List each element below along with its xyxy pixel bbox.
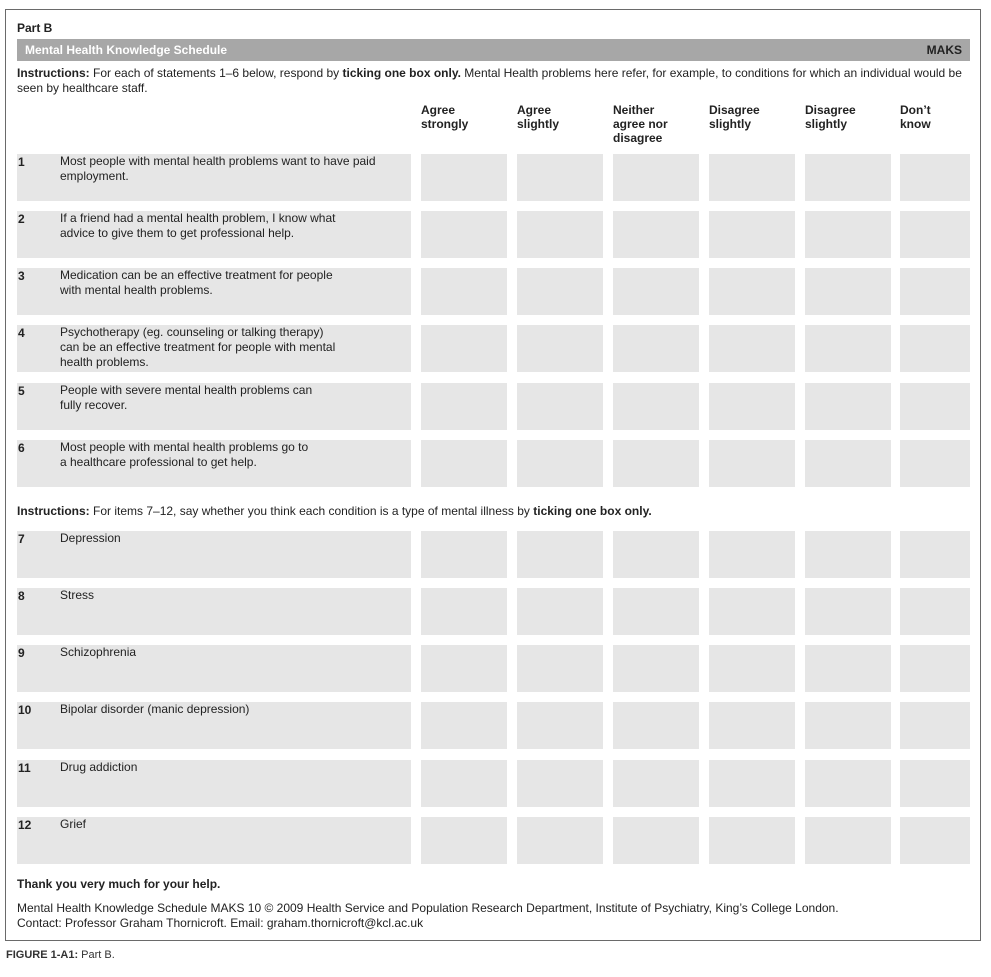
answer-checkbox[interactable] xyxy=(900,531,970,578)
column-header: Neither agree nor disagree xyxy=(613,103,668,145)
answer-checkbox[interactable] xyxy=(421,760,507,807)
answer-checkbox[interactable] xyxy=(517,645,603,692)
answer-checkbox[interactable] xyxy=(517,760,603,807)
answer-checkbox[interactable] xyxy=(805,531,891,578)
answer-checkbox[interactable] xyxy=(613,760,699,807)
answer-checkbox[interactable] xyxy=(613,645,699,692)
question-text: Schizophrenia xyxy=(60,645,137,659)
answer-checkbox[interactable] xyxy=(709,588,795,635)
question-cell xyxy=(17,325,411,372)
answer-checkbox[interactable] xyxy=(613,817,699,864)
answer-checkbox[interactable] xyxy=(709,325,795,372)
answer-checkbox[interactable] xyxy=(805,588,891,635)
answer-checkbox[interactable] xyxy=(517,383,603,430)
answer-checkbox[interactable] xyxy=(900,817,970,864)
instructions-prefix: Instructions: xyxy=(17,504,90,518)
answer-checkbox[interactable] xyxy=(805,211,891,258)
answer-checkbox[interactable] xyxy=(805,817,891,864)
answer-checkbox[interactable] xyxy=(421,645,507,692)
question-row xyxy=(17,211,970,258)
question-row xyxy=(17,325,970,372)
answer-checkbox[interactable] xyxy=(805,702,891,749)
question-cell xyxy=(17,702,411,749)
instructions-prefix: Instructions: xyxy=(17,66,90,80)
answer-checkbox[interactable] xyxy=(613,531,699,578)
answer-checkbox[interactable] xyxy=(805,383,891,430)
instructions-emphasis: ticking one box only. xyxy=(533,504,652,518)
question-number: 11 xyxy=(18,761,31,775)
answer-checkbox[interactable] xyxy=(517,211,603,258)
question-text: Most people with mental health problems want to have paid employment. xyxy=(60,154,376,183)
answer-checkbox[interactable] xyxy=(900,211,970,258)
answer-checkbox[interactable] xyxy=(900,383,970,430)
question-text: Bipolar disorder (manic depression) xyxy=(60,702,250,716)
question-row xyxy=(17,817,970,864)
answer-checkbox[interactable] xyxy=(421,268,507,315)
question-text: Psychotherapy (eg. counseling or talking therapy) can be an effective treatment for people with mental health problems. xyxy=(60,325,336,369)
answer-checkbox[interactable] xyxy=(517,325,603,372)
question-row xyxy=(17,440,970,487)
answer-checkbox[interactable] xyxy=(805,645,891,692)
answer-checkbox[interactable] xyxy=(900,325,970,372)
answer-checkbox[interactable] xyxy=(900,702,970,749)
question-row xyxy=(17,154,970,201)
answer-checkbox[interactable] xyxy=(709,760,795,807)
figure-caption xyxy=(6,949,115,961)
question-cell xyxy=(17,817,411,864)
answer-checkbox[interactable] xyxy=(709,211,795,258)
answer-checkbox[interactable] xyxy=(709,531,795,578)
contact-line: Contact: Professor Graham Thornicroft. Email: graham.thornicroft@kcl.ac.uk xyxy=(17,916,424,930)
answer-checkbox[interactable] xyxy=(517,702,603,749)
question-cell xyxy=(17,383,411,430)
answer-checkbox[interactable] xyxy=(709,268,795,315)
answer-checkbox[interactable] xyxy=(421,211,507,258)
question-number: 2 xyxy=(18,212,25,226)
copyright-line: Mental Health Knowledge Schedule MAKS 10 © 2009 Health Service and Population Research Department, Institute of Psychiatry, King’s College London. xyxy=(17,901,839,915)
answer-checkbox[interactable] xyxy=(421,702,507,749)
question-row xyxy=(17,383,970,430)
instructions-text: For items 7–12, say whether you think each condition is a type of mental illness by xyxy=(89,504,534,518)
answer-checkbox[interactable] xyxy=(517,268,603,315)
part-label: Part B xyxy=(17,21,53,35)
question-number: 8 xyxy=(18,589,25,603)
column-header: Agree strongly xyxy=(421,103,469,131)
answer-checkbox[interactable] xyxy=(517,531,603,578)
column-header: Disagree slightly xyxy=(805,103,856,131)
answer-checkbox[interactable] xyxy=(900,268,970,315)
question-row xyxy=(17,645,970,692)
answer-checkbox[interactable] xyxy=(709,817,795,864)
instructions-text: For each of statements 1–6 below, respond by xyxy=(89,66,343,80)
answer-checkbox[interactable] xyxy=(517,154,603,201)
instructions-statements xyxy=(17,66,967,96)
answer-checkbox[interactable] xyxy=(709,383,795,430)
question-number: 7 xyxy=(18,532,25,546)
question-number: 3 xyxy=(18,269,25,283)
answer-checkbox[interactable] xyxy=(517,440,603,487)
question-cell xyxy=(17,440,411,487)
question-number: 12 xyxy=(18,818,32,832)
question-text: People with severe mental health problems can fully recover. xyxy=(60,383,313,412)
question-row xyxy=(17,760,970,807)
question-row xyxy=(17,702,970,749)
question-text: Most people with mental health problems go to a healthcare professional to get help. xyxy=(60,440,309,469)
answer-checkbox[interactable] xyxy=(517,817,603,864)
schedule-title-bar xyxy=(17,39,970,61)
question-text: If a friend had a mental health problem, I know what advice to give them to get professional help. xyxy=(60,211,336,240)
instructions-conditions xyxy=(17,504,967,519)
question-cell xyxy=(17,588,411,635)
question-row xyxy=(17,268,970,315)
answer-checkbox[interactable] xyxy=(421,383,507,430)
copyright-footer xyxy=(17,901,967,931)
question-row xyxy=(17,588,970,635)
question-text: Depression xyxy=(60,531,121,545)
question-text: Medication can be an effective treatment for people with mental health problems. xyxy=(60,268,333,297)
answer-checkbox[interactable] xyxy=(421,325,507,372)
answer-checkbox[interactable] xyxy=(900,588,970,635)
answer-checkbox[interactable] xyxy=(613,268,699,315)
answer-checkbox[interactable] xyxy=(613,154,699,201)
question-text: Stress xyxy=(60,588,95,602)
answer-checkbox[interactable] xyxy=(900,440,970,487)
answer-checkbox[interactable] xyxy=(613,325,699,372)
thank-you-note: Thank you very much for your help. xyxy=(17,877,221,891)
answer-checkbox[interactable] xyxy=(709,154,795,201)
answer-checkbox[interactable] xyxy=(421,440,507,487)
answer-checkbox[interactable] xyxy=(805,760,891,807)
question-number: 9 xyxy=(18,646,25,660)
answer-checkbox[interactable] xyxy=(709,645,795,692)
question-number: 10 xyxy=(18,703,32,717)
question-cell xyxy=(17,211,411,258)
answer-checkbox[interactable] xyxy=(613,702,699,749)
answer-checkbox[interactable] xyxy=(709,702,795,749)
question-cell xyxy=(17,645,411,692)
answer-checkbox[interactable] xyxy=(421,531,507,578)
instructions-text-cont: Mental Health problems here refer, for example, to conditions for which an individual would be seen by healthcare staff. xyxy=(17,66,962,95)
question-cell xyxy=(17,268,411,315)
answer-checkbox[interactable] xyxy=(517,588,603,635)
column-header: Disagree slightly xyxy=(709,103,760,131)
instructions-emphasis: ticking one box only. xyxy=(342,66,461,80)
answer-checkbox[interactable] xyxy=(613,440,699,487)
question-text: Grief xyxy=(60,817,87,831)
answer-checkbox[interactable] xyxy=(613,588,699,635)
answer-checkbox[interactable] xyxy=(421,154,507,201)
caption-text: Part B. xyxy=(78,949,115,961)
answer-checkbox[interactable] xyxy=(805,268,891,315)
question-number: 1 xyxy=(18,155,25,169)
question-cell xyxy=(17,154,411,201)
schedule-code: MAKS xyxy=(926,43,962,57)
question-cell xyxy=(17,531,411,578)
question-cell xyxy=(17,760,411,807)
answer-checkbox[interactable] xyxy=(421,588,507,635)
answer-checkbox[interactable] xyxy=(709,440,795,487)
answer-checkbox[interactable] xyxy=(613,383,699,430)
caption-label: FIGURE 1-A1: xyxy=(6,949,79,961)
question-row xyxy=(17,531,970,578)
column-header: Agree slightly xyxy=(517,103,560,131)
answer-checkbox[interactable] xyxy=(613,211,699,258)
column-header: Don’t know xyxy=(900,103,931,131)
question-number: 5 xyxy=(18,384,25,398)
answer-checkbox[interactable] xyxy=(900,645,970,692)
question-number: 6 xyxy=(18,441,25,455)
answer-checkbox[interactable] xyxy=(805,154,891,201)
question-text: Drug addiction xyxy=(60,760,138,774)
answer-checkbox[interactable] xyxy=(805,325,891,372)
question-number: 4 xyxy=(18,326,25,340)
answer-checkbox[interactable] xyxy=(421,817,507,864)
answer-checkbox[interactable] xyxy=(900,760,970,807)
schedule-title: Mental Health Knowledge Schedule xyxy=(25,43,228,57)
answer-checkbox[interactable] xyxy=(900,154,970,201)
answer-checkbox[interactable] xyxy=(805,440,891,487)
